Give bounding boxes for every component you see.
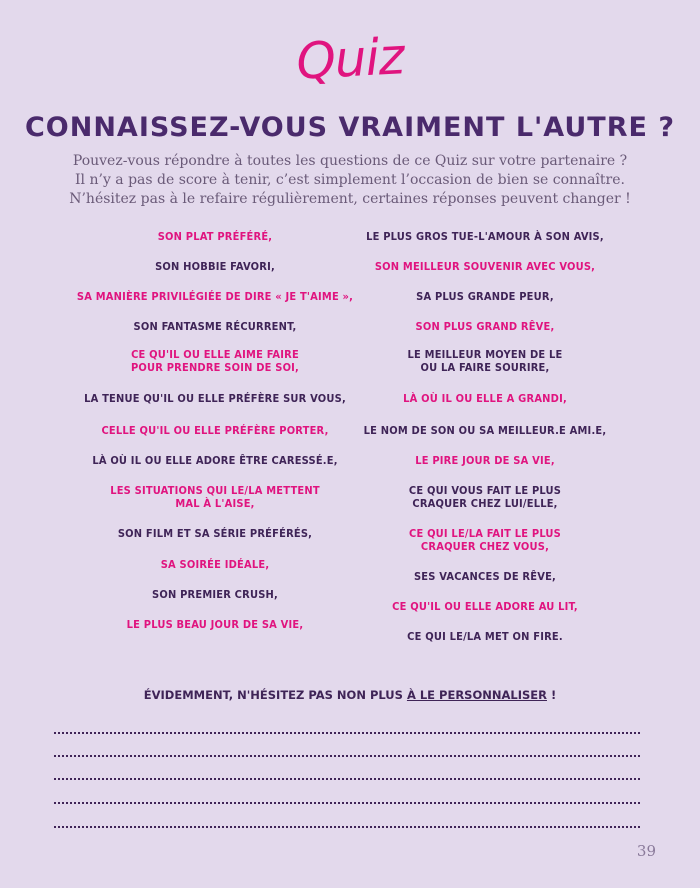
personalize-note xyxy=(0,688,700,702)
intro-line: Il n’y a pas de score à tenir, c’est simplement l’occasion de bien se connaître. xyxy=(75,172,625,188)
quiz-question xyxy=(330,424,640,437)
quiz-question xyxy=(60,618,370,631)
note-prefix: ÉVIDEMMENT, N'HÉSITEZ PAS NON PLUS xyxy=(143,688,407,702)
quiz-question xyxy=(60,290,370,303)
quiz-question xyxy=(60,588,370,601)
question-line: LA TENUE QU'IL OU ELLE PRÉFÈRE SUR VOUS, xyxy=(84,392,346,405)
question-line: LE PLUS BEAU JOUR DE SA VIE, xyxy=(126,618,304,631)
question-line: SA MANIÈRE PRIVILÉGIÉE DE DIRE « JE T'AIME », xyxy=(76,290,354,303)
quiz-question xyxy=(330,260,640,273)
question-line: LE PIRE JOUR DE SA VIE, xyxy=(415,454,555,467)
quiz-question xyxy=(60,348,370,374)
question-line: SON PLUS GRAND RÊVE, xyxy=(415,320,555,333)
quiz-question xyxy=(60,260,370,273)
quiz-question xyxy=(330,600,640,613)
question-line: LÀ OÙ IL OU ELLE A GRANDI, xyxy=(403,392,567,405)
quiz-question xyxy=(330,527,640,553)
writing-line[interactable] xyxy=(54,755,640,757)
question-line: SON PREMIER CRUSH, xyxy=(152,588,278,601)
question-line: LE MEILLEUR MOYEN DE LE xyxy=(407,348,563,361)
writing-line[interactable] xyxy=(54,802,640,804)
question-line: CE QU'IL OU ELLE ADORE AU LIT, xyxy=(392,600,578,613)
quiz-question xyxy=(330,392,640,405)
page-number: 39 xyxy=(636,842,656,860)
quiz-question xyxy=(330,230,640,243)
question-line: CRAQUER CHEZ LUI/ELLE, xyxy=(412,497,558,510)
writing-line[interactable] xyxy=(54,826,640,828)
question-line: SON MEILLEUR SOUVENIR AVEC VOUS, xyxy=(374,260,596,273)
question-line: SON HOBBIE FAVORI, xyxy=(155,260,275,273)
quiz-question xyxy=(60,558,370,571)
question-line: SES VACANCES DE RÊVE, xyxy=(413,570,557,583)
question-line: SON FILM ET SA SÉRIE PRÉFÉRÉS, xyxy=(117,527,313,540)
quiz-question xyxy=(330,570,640,583)
intro-line: Pouvez-vous répondre à toutes les questions de ce Quiz sur votre partenaire ? xyxy=(72,153,628,169)
personalize-link: À LE PERSONNALISER xyxy=(406,688,547,702)
quiz-question xyxy=(330,348,640,374)
quiz-question xyxy=(330,630,640,643)
question-line: LES SITUATIONS QUI LE/LA METTENT xyxy=(110,484,320,497)
question-line: MAL À L'AISE, xyxy=(175,497,255,510)
quiz-question xyxy=(330,320,640,333)
quiz-question xyxy=(60,424,370,437)
question-line: LE NOM DE SON OU SA MEILLEUR.E AMI.E, xyxy=(363,424,607,437)
writing-line[interactable] xyxy=(54,778,640,780)
quiz-question xyxy=(60,454,370,467)
intro-line: N’hésitez pas à le refaire régulièrement, certaines réponses peuvent changer ! xyxy=(69,191,631,207)
page-title: CONNAISSEZ-VOUS VRAIMENT L'AUTRE ? xyxy=(24,112,676,143)
question-line: LE PLUS GROS TUE-L'AMOUR À SON AVIS, xyxy=(366,230,604,243)
note-suffix: ! xyxy=(546,688,557,702)
question-line: CE QUI LE/LA FAIT LE PLUS xyxy=(409,527,561,540)
quiz-question xyxy=(60,320,370,333)
question-line: CE QU'IL OU ELLE AIME FAIRE xyxy=(131,348,299,361)
question-line: CRAQUER CHEZ VOUS, xyxy=(420,540,550,553)
quiz-question xyxy=(330,454,640,467)
question-line: SON FANTASME RÉCURRENT, xyxy=(133,320,297,333)
question-line: CELLE QU'IL OU ELLE PRÉFÈRE PORTER, xyxy=(101,424,329,437)
writing-line[interactable] xyxy=(54,732,640,734)
question-line: CE QUI LE/LA MET ON FIRE. xyxy=(407,630,563,643)
question-line: SON PLAT PRÉFÉRÉ, xyxy=(157,230,273,243)
question-line: SA SOIRÉE IDÉALE, xyxy=(160,558,270,571)
quiz-question xyxy=(330,484,640,510)
quiz-question xyxy=(60,527,370,540)
intro-paragraph xyxy=(0,152,700,209)
quiz-question xyxy=(60,392,370,405)
question-line: OU LA FAIRE SOURIRE, xyxy=(420,361,550,374)
quiz-heading: Quiz xyxy=(294,27,406,91)
question-line: POUR PRENDRE SOIN DE SOI, xyxy=(130,361,300,374)
question-line: LÀ OÙ IL OU ELLE ADORE ÊTRE CARESSÉ.E, xyxy=(92,454,338,467)
question-line: SA PLUS GRANDE PEUR, xyxy=(416,290,554,303)
quiz-question xyxy=(330,290,640,303)
quiz-question xyxy=(60,230,370,243)
question-line: CE QUI VOUS FAIT LE PLUS xyxy=(408,484,562,497)
quiz-question xyxy=(60,484,370,510)
